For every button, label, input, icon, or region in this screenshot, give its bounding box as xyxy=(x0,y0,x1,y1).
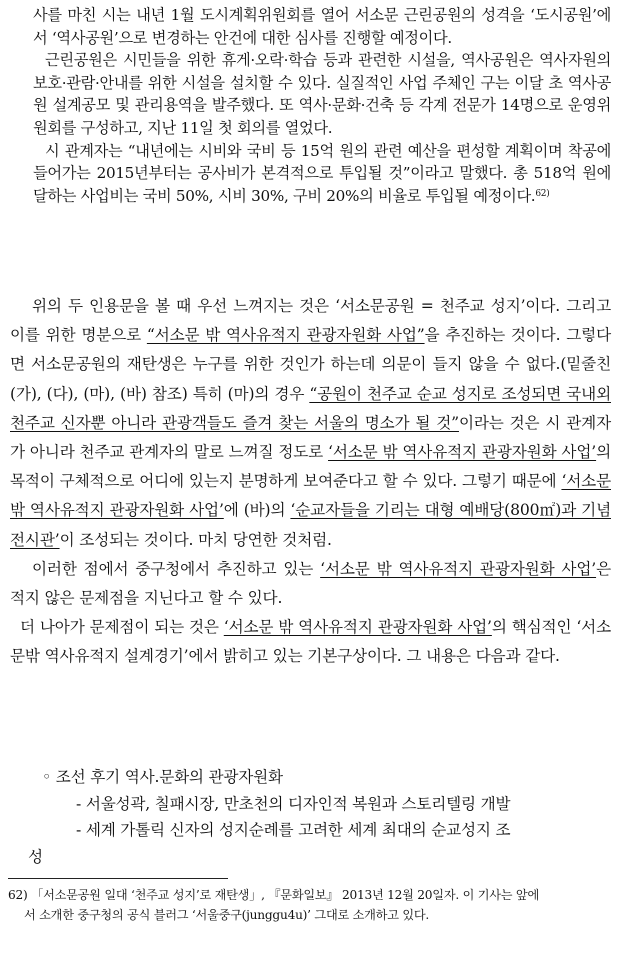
body-text-segment: 은 적지 않은 문제점을 지닌다고 할 수 있다. xyxy=(10,559,611,608)
outline-subitem: - 세계 가톨릭 신자의 성지순례를 고려한 세계 최대의 순교성지 조 xyxy=(76,821,511,839)
footnote-divider xyxy=(8,878,228,879)
footnote-line: 62) 「서소문공원 일대 ‘천주교 성지’로 재탄생」, 『문화일보』 2013년 12월 20일자. 이 기사는 앞에 xyxy=(8,888,539,902)
body-text-segment: 이러한 점에서 중구청에서 추진하고 있는 xyxy=(32,559,321,578)
quote-paragraph-3 xyxy=(33,140,611,208)
footnote-line: 서 소개한 중구청의 공식 블러그 ‘서울중구(junggu4u)’ 그대로 소개하고 있다. xyxy=(24,907,430,922)
underlined-phrase: ‘순교자들을 기리는 대형 예배당(800㎡)과 기념전시관’ xyxy=(10,501,611,549)
underlined-phrase: ‘서소문 밖 역사유적지 관광자원화 사업’ xyxy=(223,618,492,637)
footnote-marker: 62) xyxy=(535,188,550,199)
body-text-segment: 이라는 것은 시 관계자가 아니라 천주교 관계자의 말로 느껴질 정도로 xyxy=(10,413,611,462)
body-paragraph-2 xyxy=(10,555,611,613)
outline-subitem: - 서울성곽, 칠패시장, 만초천의 디자인적 복원과 스토리텔링 개발 xyxy=(76,794,511,813)
underlined-phrase: ‘서소문 밖 역사유적지 관광자원화 사업’ xyxy=(320,559,597,578)
body-text-segment: 에 (바)의 xyxy=(223,501,291,520)
body-text-segment: 의 목적이 구체적으로 어디에 있는지 분명하게 보여준다고 할 수 있다. 그렇기 때문에 xyxy=(10,443,611,491)
body-text-segment: 위의 두 인용문을 볼 때 우선 느껴지는 것은 ‘서소문공원 = 천주교 성지’이다. 그리고 이를 위한 명분으로 xyxy=(10,297,611,345)
footnote xyxy=(8,886,611,925)
quote-paragraph-2: 근린공원은 시민들을 위한 휴게·오락·학습 등과 관련한 시설을, 역사공원은 역사자원의 보호·관람·안내를 위한 시설을 설치할 수 있다. 실질적인 사업 주체인 구는 이달 초 역사공원 설계공모 및 관리용역을 발주했다. 또 역사·문화·건축 등 각계 전문가 14명으로 운영위원회를 구성하고, 지난 11일 첫 회의를 열었다. xyxy=(33,51,611,137)
underlined-phrase: ‘서소문 밖 역사유적지 관광자원화 사업’ xyxy=(328,443,597,462)
underlined-phrase: “공원이 천주교 순교 성지로 조성되면 국내외 천주교 신자뿐 아니라 관광객들도 즐겨 찾는 서울의 명소가 될 것” xyxy=(10,384,611,432)
plan-outline xyxy=(28,764,611,870)
underlined-phrase: “서소문 밖 역사유적지 관광자원화 사업” xyxy=(146,326,425,345)
outline-subitem-continuation: 성 xyxy=(28,847,43,866)
body-text xyxy=(10,292,611,672)
body-text-segment: 의 핵심적인 ‘서소문밖 역사유적지 설계경기’에서 밝히고 있는 기본구상이다. 그 내용은 다음과 같다. xyxy=(10,618,611,666)
body-text-segment: 더 나아가 문제점이 되는 것은 xyxy=(20,618,224,637)
body-text-segment: 이 조성되는 것이다. 마치 당연한 것처럼. xyxy=(59,530,332,549)
body-text-segment: 을 추진하는 것이다. 그렇다면 서소문공원의 재탄생은 누구를 위한 것인가 하는데 의문이 들지 않을 수 없다.(밑줄친 (가), (다), (마), (바) 참조) 특히 (마)의 경우 xyxy=(10,326,611,403)
quoted-article xyxy=(33,4,611,207)
body-paragraph-1 xyxy=(10,292,611,555)
underlined-phrase: ‘서소문 밖 역사유적지 관광자원화 사업’ xyxy=(10,472,611,520)
body-paragraph-3 xyxy=(10,613,611,671)
quote-paragraph-3-text: 시 관계자는 “내년에는 시비와 국비 등 15억 원의 관련 예산을 편성할 계획이며 착공에 들어가는 2015년부터는 공사비가 본격적으로 투입될 것”이라고 말했다. 총 518억 원에 달하는 사업비는 국비 50%, 시비 30%, 구비 20%의 비율로 투입될 예정이다. xyxy=(33,141,611,205)
outline-item: ◦ 조선 후기 역사.문화의 관광자원화 xyxy=(42,768,283,786)
quote-paragraph-1: 사를 마친 시는 내년 1월 도시계획위원회를 열어 서소문 근린공원의 성격을 ‘도시공원’에서 ‘역사공원’으로 변경하는 안건에 대한 심사를 진행할 예정이다. xyxy=(33,6,611,47)
